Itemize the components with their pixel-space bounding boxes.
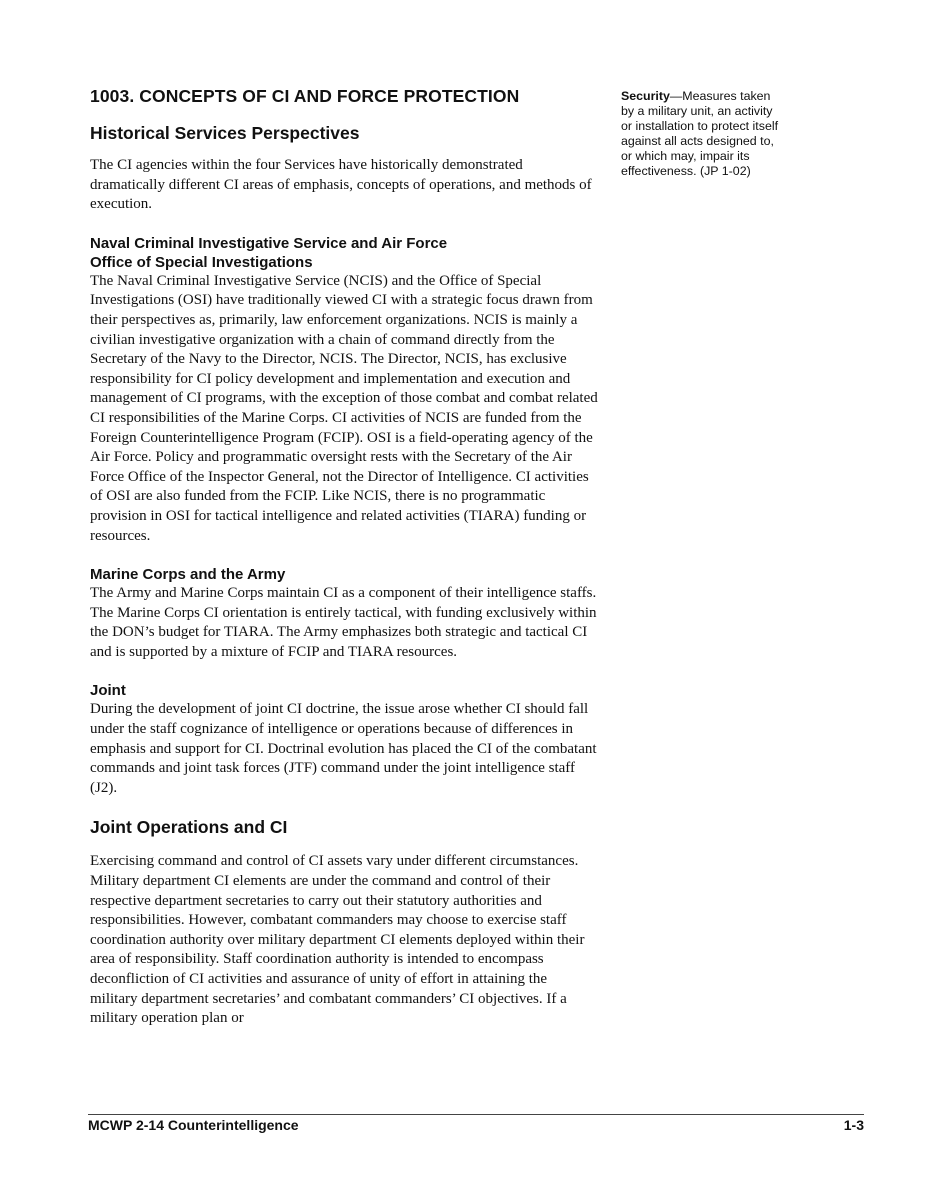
sidebar-definition	[621, 89, 781, 179]
historical-heading: Historical Services Perspectives	[90, 123, 360, 143]
joint-body: During the development of joint CI doctrine, the issue arose whether CI should fall under the staff cognizance of intelligence or operations because of differences in emphasis and support for CI. Doctrinal evolution has placed the CI of the combatant commands and joint task forces (JTF) command under the joint intelligence staff (J2).	[90, 701, 597, 796]
historical-intro: The CI agencies within the four Services have historically demonstrated dramatically different CI areas of emphasis, concepts of operations, and methods of execution.	[90, 157, 592, 213]
naval-heading-line2: Office of Special Investigations	[90, 253, 313, 271]
naval-heading-line1: Naval Criminal Investigative Service and Air Force	[90, 234, 448, 252]
footer-page-number: 1-3	[843, 1117, 864, 1133]
naval-body: The Naval Criminal Investigative Service (NCIS) and the Office of Special Investigations (OSI) have traditionally viewed CI with a strategic focus drawn from their perspectives as, primarily, law enforcement organizations. NCIS is mainly a civilian investigative organization with a chain of command directly from the Secretary of the Navy to the Director, NCIS. The Director, NCIS, has exclusive responsibility for CI policy development and implementation and execution and management of CI programs, with the exception of those combat and combat related CI responsibilities of the Marine Corps. CI activities of NCIS are funded from the Foreign Counterintelligence Program (FCIP). OSI is a field-operating agency of the Air Force. Policy and programmatic oversight rests with the Secretary of the Air Force Office of the Inspector General, not the Director of Intelligence. CI activities of OSI are also funded from the FCIP. Like NCIS, there is no programmatic provision in OSI for tactical intelligence and related activities (TIARA) funding or resources.	[90, 272, 598, 544]
footer-publication: MCWP 2-14 Counterintelligence	[88, 1117, 299, 1133]
sidebar-term: Security	[621, 89, 670, 103]
joint-ops-body: Exercising command and control of CI assets vary under different circumstances. Military department CI elements are under the command and control of their respective department secretaries to carry out their statutory authorities and responsibilities. However, combatant commanders may choose to exercise staff coordination authority over military department CI elements deployed within their area of responsibility. Staff coordination authority is intended to encompass deconfliction of CI activities and assurance of unity of effort in attaining the military department secretaries’ and combatant commanders’ CI objectives. If a military operation plan or	[90, 853, 585, 1027]
joint-heading: Joint	[90, 682, 126, 700]
marine-heading: Marine Corps and the Army	[90, 566, 286, 584]
marine-body: The Army and Marine Corps maintain CI as a component of their intelligence staffs. The Marine Corps CI orientation is entirely tactical, with funding exclusively within the DON’s budget for TIARA. The Army emphasizes both strategic and tactical CI and is supported by a mixture of FCIP and TIARA resources.	[90, 585, 597, 660]
joint-ops-heading: Joint Operations and CI	[90, 817, 288, 838]
sidebar-definition-text: —Measures taken by a military unit, an activity or installation to protect itself against all acts designed to, or which may, impair its effectiveness. (JP 1-02)	[621, 89, 779, 178]
footer-rule	[88, 1114, 864, 1115]
main-column	[90, 86, 598, 1029]
section-title: 1003. CONCEPTS OF CI AND FORCE PROTECTION	[90, 86, 520, 106]
naval-heading	[90, 234, 598, 272]
